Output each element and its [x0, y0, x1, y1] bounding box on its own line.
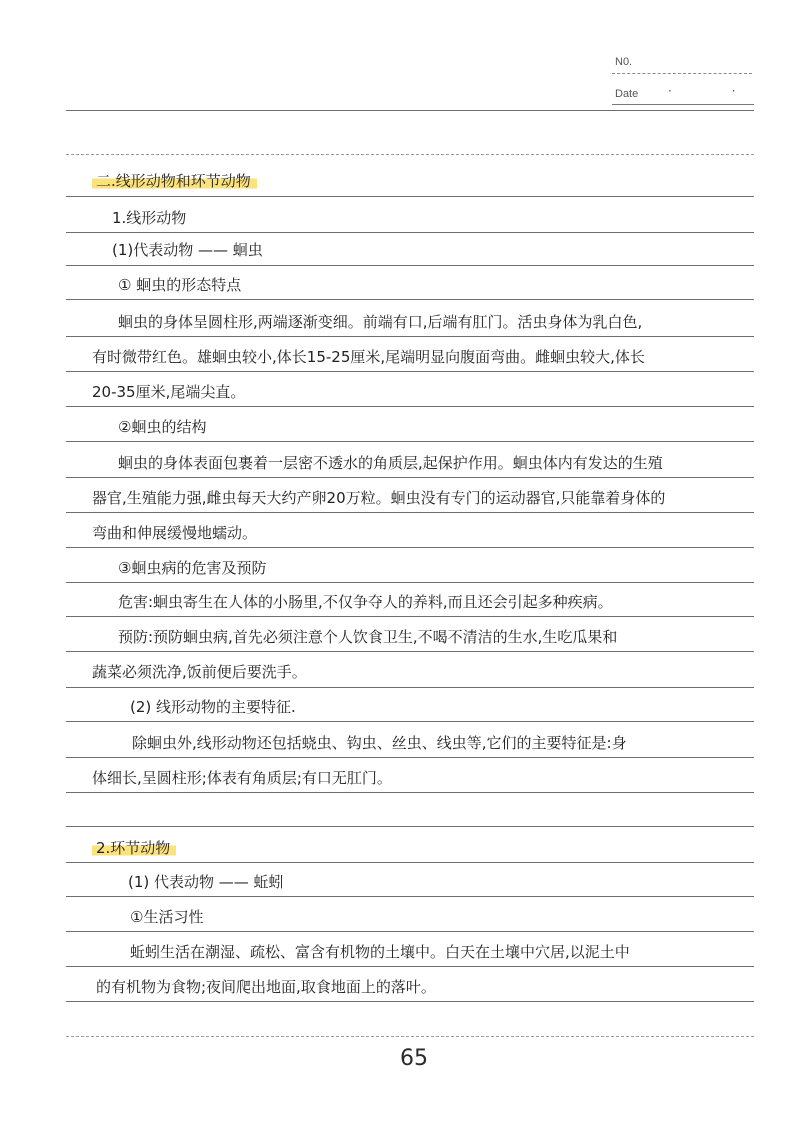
structure-text-3: 弯曲和伸展缓慢地蠕动。: [92, 524, 258, 542]
no-label: N0.: [615, 56, 633, 68]
morphology-text-2: 有时微带红色。雄蛔虫较小,体长15-25厘米,尾端明显向腹面弯曲。雌蛔虫较大,体长: [92, 348, 645, 366]
prevention-text-1: 预防:预防蛔虫病,首先必须注意个人饮食卫生,不喝不清洁的生水,生吃瓜果和: [118, 628, 618, 646]
habit-title: ①生活习性: [130, 908, 204, 926]
prevention-text-2: 蔬菜必须洗净,饭前便后要洗手。: [92, 663, 307, 681]
subsection-title-nematodes: 1.线形动物: [112, 209, 187, 227]
habit-text-2: 的有机物为食物;夜间爬出地面,取食地面上的落叶。: [96, 978, 436, 996]
section-title: 二.线形动物和环节动物: [92, 172, 257, 190]
harm-text: 危害:蛔虫寄生在人体的小肠里,不仅争夺人的养料,而且还会引起多种疾病。: [118, 593, 613, 611]
morphology-title: ① 蛔虫的形态特点: [118, 276, 242, 294]
date-dots: · ·: [668, 84, 764, 98]
subsection-title-annelids: 2.环节动物: [92, 839, 176, 857]
structure-text-1: 蛔虫的身体表面包裹着一层密不透水的角质层,起保护作用。蛔虫体内有发达的生殖: [118, 454, 663, 472]
features-text-1: 除蛔虫外,线形动物还包括蛲虫、钩虫、丝虫、线虫等,它们的主要特征是:身: [132, 734, 627, 752]
structure-text-2: 器官,生殖能力强,雌虫每天大约产卵20万粒。蛔虫没有专门的运动器官,只能靠着身体的: [92, 489, 666, 507]
harm-prevention-title: ③蛔虫病的危害及预防: [118, 559, 267, 577]
no-field-line: [612, 73, 752, 74]
morphology-text-3: 20-35厘米,尾端尖直。: [92, 383, 246, 401]
representative-animal-title: (1)代表动物 —— 蛔虫: [112, 241, 263, 259]
morphology-text-1: 蛔虫的身体呈圆柱形,两端逐渐变细。前端有口,后端有肛门。活虫身体为乳白色,: [118, 313, 643, 331]
date-field-line: [612, 104, 754, 105]
representative-animal-title-2: (1) 代表动物 —— 蚯蚓: [128, 873, 284, 891]
habit-text-1: 蚯蚓生活在潮湿、疏松、富含有机物的土壤中。白天在土壤中穴居,以泥土中: [130, 943, 630, 961]
page-number: 65: [400, 1046, 428, 1071]
structure-title: ②蛔虫的结构: [118, 418, 207, 436]
features-title: (2) 线形动物的主要特征.: [130, 698, 296, 716]
date-label: Date: [615, 88, 639, 100]
features-text-2: 体细长,呈圆柱形;体表有角质层;有口无肛门。: [92, 769, 392, 787]
